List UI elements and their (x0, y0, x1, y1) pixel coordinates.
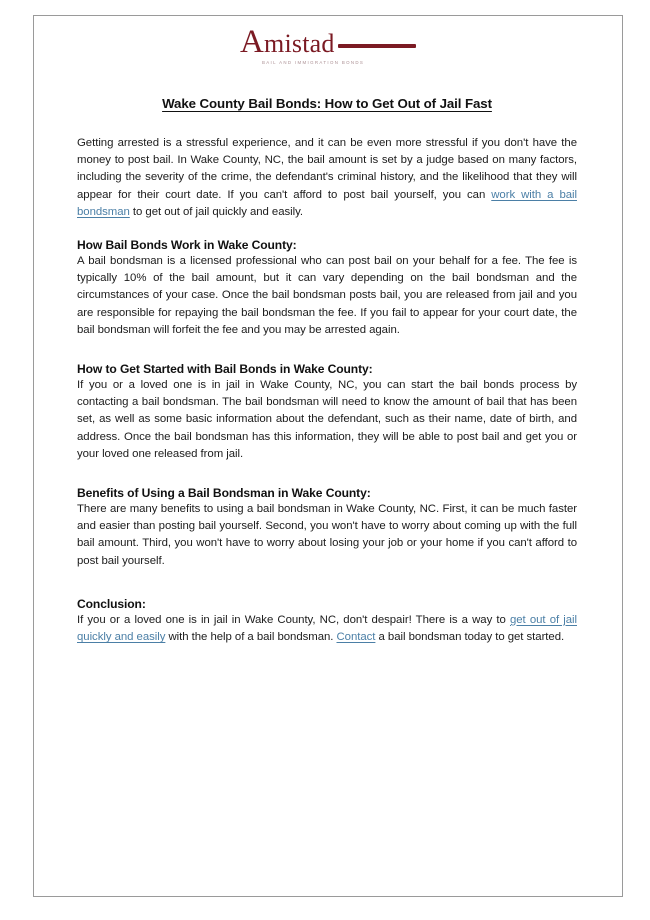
get-out-of-jail-link[interactable]: get out of jail quickly and easily (77, 613, 577, 644)
contact-link[interactable]: Contact (336, 631, 376, 644)
logo-wordmark-rest: mistad (264, 29, 335, 58)
document-header (34, 24, 622, 66)
conclusion-text-part-2: with the help of a bail bondsman. (165, 631, 337, 644)
document-body (77, 96, 577, 652)
section-heading: How to Get Started with Bail Bonds in Wake County: (77, 362, 373, 377)
logo-wordmark-initial: A (240, 24, 265, 60)
section-body: There are many benefits to using a bail bondsman in Wake County, NC. First, it can be much faster and easier than posting bail yourself. Second, you won't have to worry about coming up with the full bail amount. Third, you won't have to worry about losing your job or your home if you can't afford to post bail yourself. (77, 503, 577, 567)
document-page (33, 15, 623, 897)
section-how-to-get-started (77, 362, 577, 463)
intro-text-after-link: to get out of jail quickly and easily. (129, 205, 304, 218)
intro-paragraph (77, 135, 577, 221)
amistad-logo (240, 24, 416, 66)
section-heading: Benefits of Using a Bail Bondsman in Wake County: (77, 486, 371, 501)
section-how-bail-bonds-work (77, 238, 577, 339)
conclusion-text-part-1: If you or a loved one is in jail in Wake County, NC, don't despair! There is a way to (77, 613, 510, 626)
section-body: If you or a loved one is in jail in Wake County, NC, you can start the bail bonds process by contacting a bail bondsman. The bail bondsman will need to know the amount of bail that has been set, as well as some basic information about the defendant, such as their name, date of birth, and address. Once the bail bondsman has this information, they will be able to post bail and get you or your loved one released from jail. (77, 379, 577, 460)
section-heading: How Bail Bonds Work in Wake County: (77, 238, 297, 253)
conclusion-heading: Conclusion: (77, 596, 146, 611)
page-title: Wake County Bail Bonds: How to Get Out of Jail Fast (162, 96, 492, 111)
logo-wordmark (240, 24, 335, 60)
logo-rule-decoration (338, 44, 416, 48)
section-conclusion (77, 597, 577, 646)
section-benefits (77, 486, 577, 570)
work-with-bail-bondsman-link[interactable]: work with a bail bondsman (77, 188, 577, 218)
intro-text-before-link: Getting arrested is a stressful experience, and it can be even more stressful if you don't have the money to post bail. In Wake County, NC, the bail amount is set by a judge based on many factors, including the severity of the crime, the defendant's criminal history, and the likelihood that they will appear for their court date. If you can't afford to post bail yourself, you can (77, 137, 577, 201)
section-body: A bail bondsman is a licensed professional who can post bail on your behalf for a fee. The fee is typically 10% of the bail amount, but it can vary depending on the bail bondsman and the circumstances of your case. Once the bail bondsman posts bail, you are released from jail and you are responsible for repaying the bail bondsman the fee. If you fail to appear for your court date, the bail bondsman will forfeit the fee and you may be arrested again. (77, 255, 577, 336)
conclusion-text-part-3: a bail bondsman today to get started. (375, 631, 565, 644)
logo-subtitle: BAIL AND IMMIGRATION BONDS (262, 60, 365, 65)
conclusion-body (77, 612, 577, 646)
